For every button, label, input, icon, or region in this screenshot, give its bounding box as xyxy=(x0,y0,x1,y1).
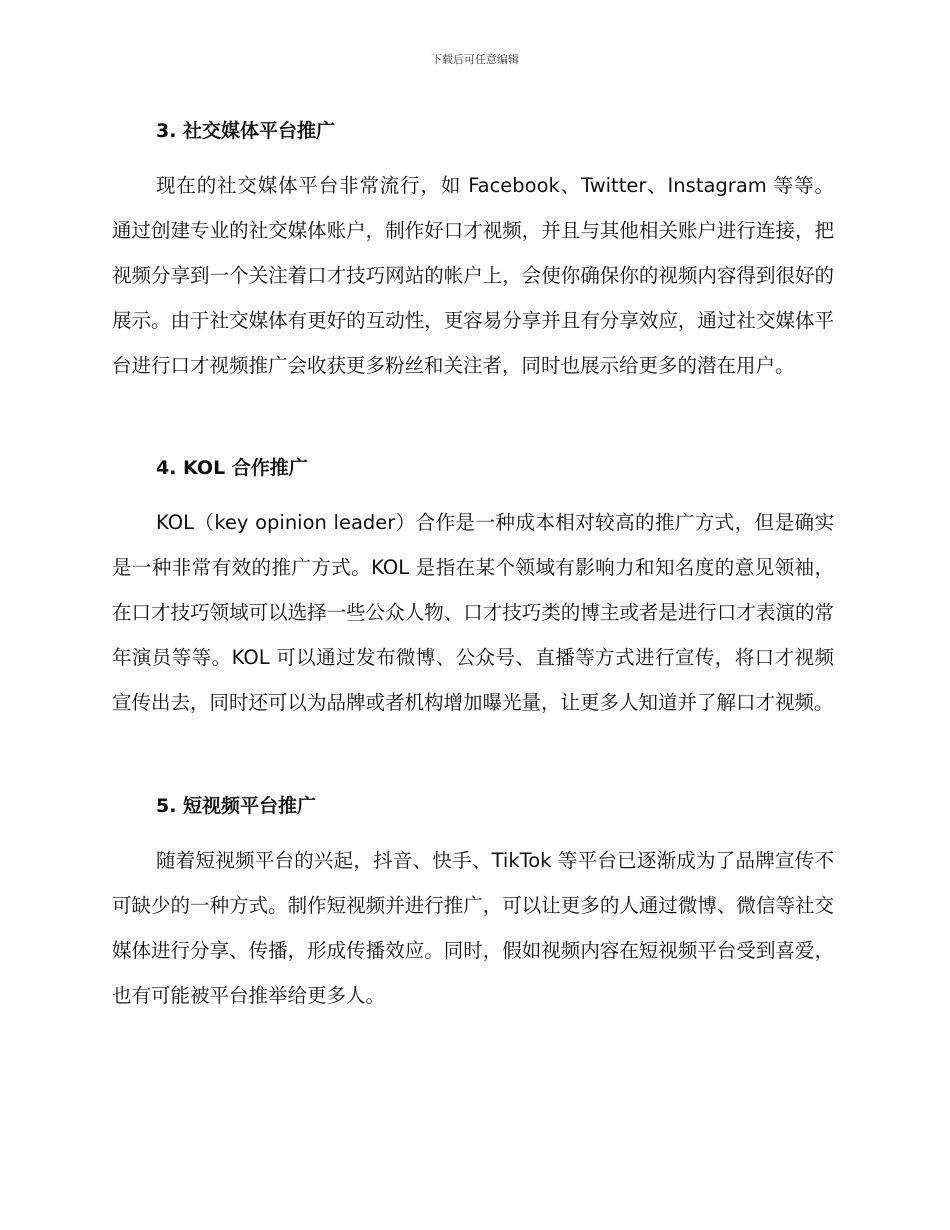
section-heading: 3. 社交媒体平台推广 xyxy=(156,120,336,142)
section-paragraph: 现在的社交媒体平台非常流行，如 Facebook、Twitter、Instagram 等等。通过创建专业的社交媒体账户，制作好口才视频，并且与其他相关账户进行连接，把视频分享到一个关注着口才技巧网站的帐户上，会使你确保你的视频内容得到很好的展示。由于社交媒体有更好的互动性，更容易分享并且有分享效应，通过社交媒体平台进行口才视频推广会收获更多粉丝和关注者，同时也展示给更多的潜在用户。 xyxy=(112,174,834,377)
section-short-video-promotion xyxy=(112,783,834,1018)
section-kol-promotion xyxy=(112,445,834,783)
document-body xyxy=(112,108,834,1018)
section-heading: 5. 短视频平台推广 xyxy=(156,795,317,817)
section-paragraph: KOL（key opinion leader）合作是一种成本相对较高的推广方式，但是确实是一种非常有效的推广方式。KOL 是指在某个领域有影响力和知名度的意见领袖，在口才技巧领域可以选择一些公众人物、口才技巧类的博主或者是进行口才表演的常年演员等等。KOL 可以通过发布微博、公众号、直播等方式进行宣传，将口才视频宣传出去，同时还可以为品牌或者机构增加曝光量，让更多人知道并了解口才视频。 xyxy=(112,511,834,714)
section-paragraph: 随着短视频平台的兴起，抖音、快手、TikTok 等平台已逐渐成为了品牌宣传不可缺少的一种方式。制作短视频并进行推广，可以让更多的人通过微博、微信等社交媒体进行分享、传播，形成传播效应。同时，假如视频内容在短视频平台受到喜爱，也有可能被平台推举给更多人。 xyxy=(112,849,834,1007)
section-social-media-promotion xyxy=(112,108,834,445)
section-heading: 4. KOL 合作推广 xyxy=(156,457,308,479)
page-header: 下载后可任意编辑 xyxy=(431,53,519,66)
